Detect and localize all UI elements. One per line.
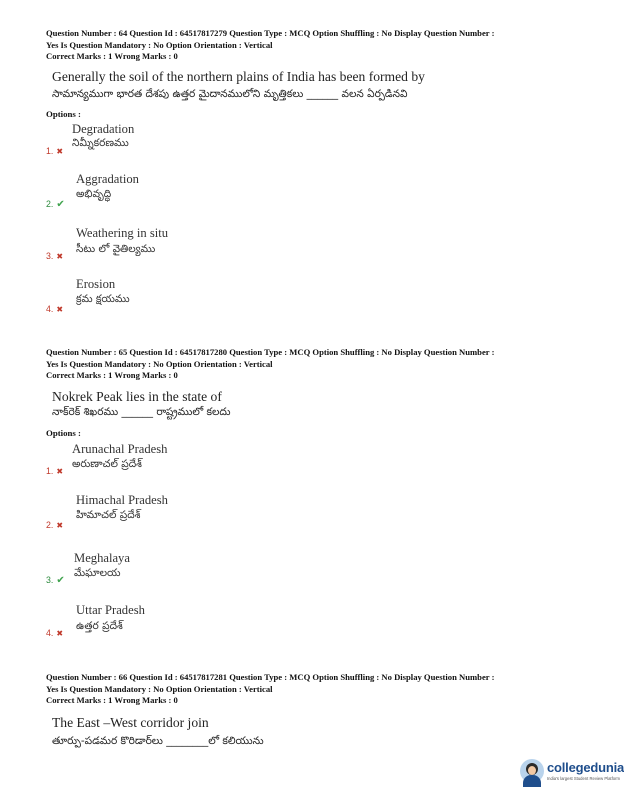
q64-option-3-te: సీటు లో వైతిల్యము <box>76 243 156 255</box>
q64-meta-line1: Question Number : 64 Question Id : 64517817279 Question Type : MCQ Option Shuffling : No Display Question Number : <box>46 28 495 38</box>
q65-option-2-number: 2. ✖ <box>46 520 64 530</box>
cross-icon: ✖ <box>56 521 64 530</box>
cross-icon: ✖ <box>56 305 64 314</box>
q64-option-3-en: Weathering in situ <box>76 226 169 240</box>
student-avatar-icon <box>520 759 544 783</box>
q65-option-2-te: హిమాచల్ ప్రదేశ్ <box>76 509 141 521</box>
q65-meta <box>46 347 576 382</box>
q66-marks: Correct Marks : 1 Wrong Marks : 0 <box>46 695 178 706</box>
q65-option-4-number: 4. ✖ <box>46 628 64 638</box>
q66-question-te: తూర్పు-పడమర కొరిడార్‌లు ________లో కలియును <box>52 735 264 747</box>
q65-marks: Correct Marks : 1 Wrong Marks : 0 <box>46 370 178 381</box>
q65-option-4-en: Uttar Pradesh <box>76 603 145 617</box>
check-icon: ✔ <box>56 199 65 210</box>
q65-options-label: Options : <box>46 428 81 438</box>
q64-question-te: సామాన్యముగా భారత దేశపు ఉత్తర మైదానములోని మృత్తికలు ______ వలన ఏర్పడినవి <box>52 88 408 100</box>
q66-meta <box>46 672 576 707</box>
q64-question-en: Generally the soil of the northern plains of India has been formed by <box>52 69 425 84</box>
cross-icon: ✖ <box>56 252 64 261</box>
q66-meta-line1: Question Number : 66 Question Id : 64517817281 Question Type : MCQ Option Shuffling : No Display Question Number : <box>46 672 495 682</box>
logo-brand-text: collegedunia <box>547 760 624 775</box>
cross-icon: ✖ <box>56 629 64 638</box>
q65-question-en: Nokrek Peak lies in the state of <box>52 389 222 404</box>
q64-meta-line2: Yes Is Question Mandatory : No Option Orientation : Vertical <box>46 39 273 50</box>
q65-option-1-te: అరుణాచల్ ప్రదేశ్ <box>72 458 142 470</box>
collegedunia-logo <box>520 757 624 787</box>
q65-question-te: నాక్‌రెక్ శిఖరము ______ రాష్ట్రములో కలదు <box>52 406 231 418</box>
q65-meta-line1: Question Number : 65 Question Id : 64517817280 Question Type : MCQ Option Shuffling : No Display Question Number : <box>46 347 495 357</box>
q64-option-4-number: 4. ✖ <box>46 304 64 314</box>
q64-option-1-te: నిమ్నీకరణము <box>72 137 129 149</box>
q64-option-2-number: 2. ✔ <box>46 199 65 210</box>
q66-meta-line2: Yes Is Question Mandatory : No Option Orientation : Vertical <box>46 683 273 694</box>
q65-option-3-number: 3. ✔ <box>46 575 65 586</box>
q65-option-1-number: 1. ✖ <box>46 466 64 476</box>
q64-meta <box>46 28 576 63</box>
q64-option-4-te: క్రమ క్షయము <box>76 293 130 305</box>
q64-option-1-number: 1. ✖ <box>46 146 64 156</box>
cross-icon: ✖ <box>56 467 64 476</box>
q64-options-label: Options : <box>46 109 81 119</box>
q64-option-4-en: Erosion <box>76 277 116 291</box>
q65-meta-line2: Yes Is Question Mandatory : No Option Orientation : Vertical <box>46 358 273 369</box>
q64-marks: Correct Marks : 1 Wrong Marks : 0 <box>46 51 178 62</box>
cross-icon: ✖ <box>56 147 64 156</box>
q65-option-4-te: ఉత్తర ప్రదేశ్ <box>76 620 123 632</box>
q65-option-3-te: మేఘాలయ <box>74 567 121 579</box>
q65-option-3-en: Meghalaya <box>74 551 130 565</box>
q65-option-1-en: Arunachal Pradesh <box>72 442 168 456</box>
q64-option-2-en: Aggradation <box>76 172 139 186</box>
check-icon: ✔ <box>56 575 65 586</box>
q66-question-en: The East –West corridor join <box>52 715 209 730</box>
logo-tagline: India's largest Student Review Platform <box>547 776 620 781</box>
q64-option-3-number: 3. ✖ <box>46 251 64 261</box>
q64-option-2-te: అభివృద్ధి <box>76 188 112 200</box>
q64-option-1-en: Degradation <box>72 122 135 136</box>
q65-option-2-en: Himachal Pradesh <box>76 493 168 507</box>
